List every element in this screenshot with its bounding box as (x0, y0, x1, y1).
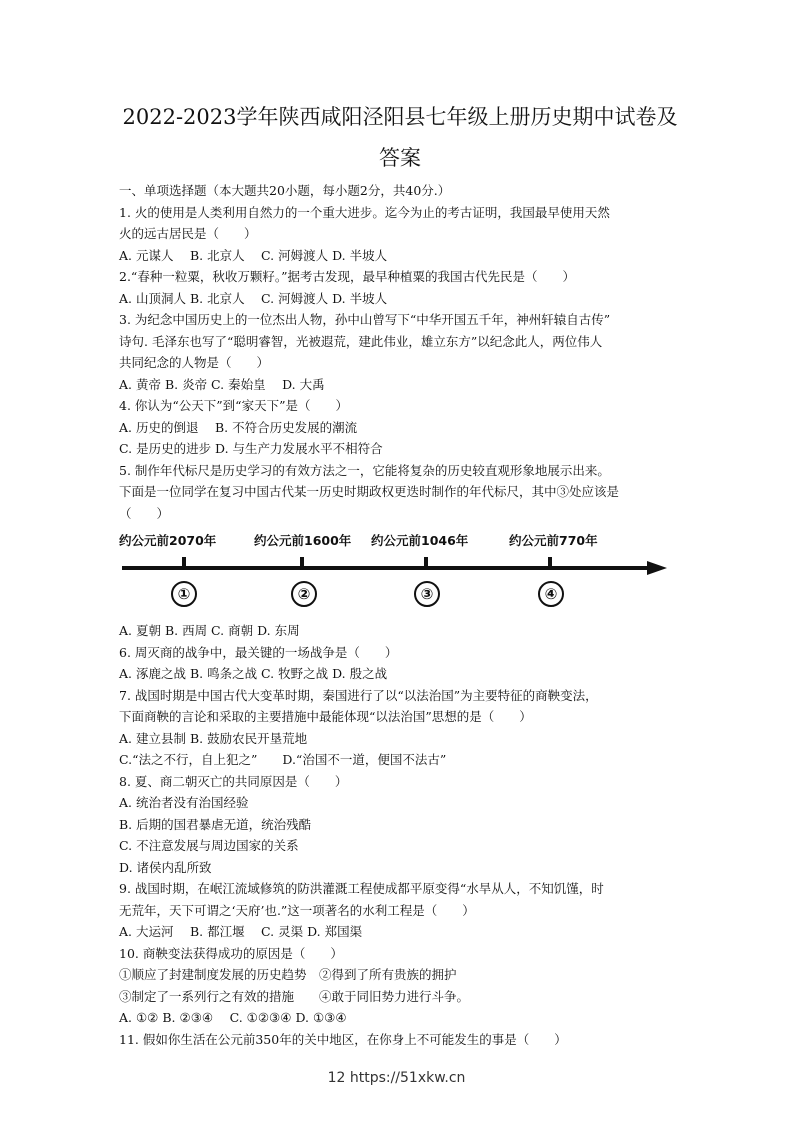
question-line: 下面是一位同学在复习中国古代某一历史时期政权更迭时制作的年代标尺，其中③处应该是 (119, 484, 620, 499)
question-line: 5. 制作年代标尺是历史学习的有效方法之一，它能将复杂的历史较直观形象地展示出来。 (119, 462, 610, 478)
statement-line: ①顺应了封建制度发展的历史趋势 ②得到了所有贵族的拥护 (119, 967, 457, 982)
question-line: 共同纪念的人物是（ ） (119, 355, 270, 370)
timeline-tick (548, 557, 552, 568)
question-line: 11. 假如你生活在公元前350年的关中地区，在你身上不可能发生的事是（ ） (119, 1031, 567, 1047)
options-line: C.“法之不行，自上犯之” D.“治国不一道，便国不法古” (119, 752, 447, 767)
document-title-line-1: 2022-2023学年陕西咸阳泾阳县七年级上册历史期中试卷及 (122, 105, 678, 129)
question-line: 4. 你认为“公天下”到“家天下”是（ ） (119, 398, 348, 413)
timeline-label: 约公元前770年 (509, 533, 598, 548)
options-line: A. 历史的倒退 B. 不符合历史发展的潮流 (119, 419, 358, 435)
options-line: C. 是历史的进步 D. 与生产力发展水平不相符合 (119, 441, 383, 456)
question-line: 1. 火的使用是人类利用自然力的一个重大进步。迄今为止的考古证明，我国最早使用天然 (119, 204, 610, 220)
options-line: A. 建立县制 B. 鼓励农民开垦荒地 (119, 730, 308, 746)
timeline-marker: ② (291, 581, 317, 607)
options-line: A. 山顶洞人 B. 北京人 C. 河姆渡人 D. 半坡人 (119, 290, 388, 306)
question-line: 7. 战国时期是中国古代大变革时期，秦国进行了以“以法治国”为主要特征的商鞅变法， (119, 687, 598, 703)
question-line: （ ） (119, 505, 170, 521)
timeline-arrowhead (647, 561, 667, 575)
section-heading: 一、单项选择题（本大题共20小题，每小题2分，共40分.） (119, 183, 451, 198)
options-line: A. 元谋人 B. 北京人 C. 河姆渡人 D. 半坡人 (119, 247, 388, 263)
options-line: D. 诸侯内乱所致 (119, 859, 212, 875)
timeline-axis (122, 566, 652, 570)
timeline-label: 约公元前1046年 (371, 533, 469, 548)
timeline-label: 约公元前1600年 (254, 533, 352, 548)
options-line: B. 后期的国君暴虐无道，统治残酷 (119, 816, 312, 832)
options-line: A. 夏朝 B. 西周 C. 商朝 D. 东周 (119, 623, 300, 638)
options-line: A. 黄帝 B. 炎帝 C. 秦始皇 D. 大禹 (119, 376, 325, 392)
statement-line: ③制定了一系列行之有效的措施 ④敢于同旧势力进行斗争。 (119, 988, 470, 1004)
question-line: 诗句. 毛泽东也写了“聪明睿智，光被遐荒，建此伟业，雄立东方”以纪念此人，两位伟人 (119, 333, 603, 349)
options-line: A. 大运河 B. 都江堰 C. 灵渠 D. 郑国渠 (119, 924, 363, 939)
question-line: 2.“春种一粒粟，秋收万颗籽。”据考古发现，最早种植粟的我国古代先民是（ ） (119, 269, 575, 284)
question-line: 8. 夏、商二朝灭亡的共同原因是（ ） (119, 773, 348, 789)
options-line: C. 不注意发展与周边国家的关系 (119, 838, 299, 853)
options-line: A. 涿鹿之战 B. 鸣条之战 C. 牧野之战 D. 殷之战 (119, 666, 388, 681)
options-line: A. 统治者没有治国经验 (119, 795, 249, 810)
page-footer: 12 https://51xkw.cn (327, 1070, 466, 1086)
question-line: 10. 商鞅变法获得成功的原因是（ ） (119, 945, 343, 961)
timeline-marker: ④ (538, 581, 564, 607)
timeline-tick (300, 557, 304, 568)
options-line: A. ①② B. ②③④ C. ①②③④ D. ①③④ (119, 1010, 347, 1025)
timeline-marker: ③ (414, 581, 440, 607)
timeline-label: 约公元前2070年 (119, 533, 217, 548)
question-line: 9. 战国时期，在岷江流域修筑的防洪灌溉工程使成都平原变得“水旱从人，不知饥馑，时 (119, 881, 604, 896)
document-title-line-2: 答案 (379, 146, 421, 170)
timeline-tick (424, 557, 428, 568)
question-line: 6. 周灭商的战争中，最关键的一场战争是（ ） (119, 644, 398, 660)
question-line: 下面商鞅的言论和采取的主要措施中最能体现“以法治国”思想的是（ ） (119, 709, 532, 724)
question-line: 火的远古居民是（ ） (119, 226, 257, 241)
question-line: 3. 为纪念中国历史上的一位杰出人物，孙中山曾写下“中华开国五千年，神州轩辕自古传” (119, 312, 611, 327)
question-line: 无荒年，天下可谓之‘天府’也.”这一项著名的水利工程是（ ） (119, 902, 475, 918)
timeline-tick (182, 557, 186, 568)
timeline-marker: ① (171, 581, 197, 607)
question-body (119, 180, 679, 1050)
timeline-figure (119, 526, 679, 618)
